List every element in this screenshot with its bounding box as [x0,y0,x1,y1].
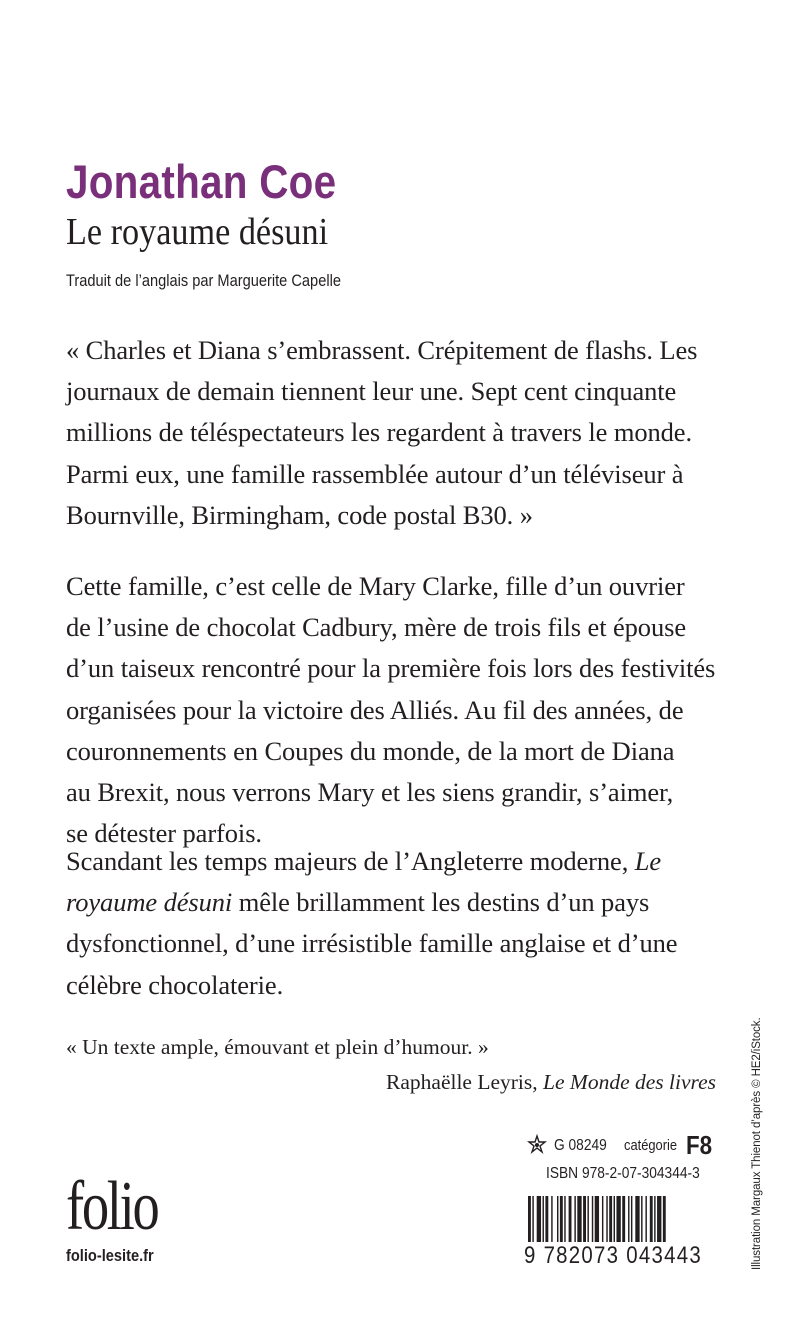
synopsis-line: au Brexit, nous verrons Mary et les siens grandir, s’aimer, [66,777,674,808]
barcode-bar [641,1196,642,1242]
illustration-credit: Illustration Margaux Thienot d’après © HE2/iStock. [751,1017,763,1270]
summary-line: célèbre chocolaterie. [66,969,284,1000]
barcode-bar [609,1196,612,1242]
barcode-bar [622,1196,625,1242]
publisher-url[interactable]: folio-lesite.fr [66,1246,154,1265]
barcode-bar [663,1196,666,1242]
summary-text: Scandant les temps majeurs de l’Angleterre moderne, [66,846,629,876]
barcode-bar [657,1196,661,1242]
barcode-bar [650,1196,653,1242]
quote-line: Bournville, Birmingham, code postal B30. » [66,499,533,530]
barcode-bar [592,1196,593,1242]
barcode-bar [616,1196,620,1242]
synopsis-line: d’un taiseux rencontré pour la première fois lors des festivités [66,653,716,684]
synopsis-line: organisées pour la victoire des Alliés. Au fil des années, de [66,694,684,725]
barcode-bar [583,1196,586,1242]
opening-quote [66,330,730,536]
barcode-bar [537,1196,541,1242]
press-quote: « Un texte ample, émouvant et plein d’humour. » [66,1035,489,1059]
synopsis-line: de l’usine de chocolat Cadbury, mère de trois fils et épouse [66,612,686,643]
publisher-logo: folio [66,1168,158,1245]
barcode-bar [569,1196,572,1242]
barcode-bar [543,1196,544,1242]
press-source [386,1072,716,1094]
barcode-bar [587,1196,588,1242]
synopsis-paragraph [66,566,730,854]
barcode-bar [614,1196,615,1242]
barcode-digits: 9 782073 043443 [524,1242,702,1269]
title-italic: royaume désuni [66,887,233,918]
quote-line: Parmi eux, une famille rassemblée autour d’un téléviseur à [66,458,684,489]
category-label: catégorie [624,1137,678,1154]
barcode-bar [557,1196,558,1242]
quote-line: millions de téléspectateurs les regardent à travers le monde. [66,417,692,448]
barcode-bar [560,1196,563,1242]
translator-credit: Traduit de l’anglais par Marguerite Capelle [66,271,341,290]
publication-name: Le Monde des livres [543,1070,716,1094]
quote-line: journaux de demain tiennent leur une. Sept cent cinquante [66,376,677,407]
summary-line [66,841,730,882]
barcode-bar [602,1196,603,1242]
barcode-bar [645,1196,646,1242]
critic-name: Raphaëlle Leyris, [386,1070,538,1094]
synopsis-line: Cette famille, c’est celle de Mary Clarke, fille d’un ouvrier [66,571,685,601]
title-italic: Le [634,846,662,876]
barcode-bar [654,1196,655,1242]
barcode-bar [551,1196,552,1242]
barcode-bar [635,1196,639,1242]
summary-paragraph [66,841,730,1006]
summary-text: mêle brillamment les destins d’un pays [238,887,650,918]
book-title: Le royaume désuni [66,211,329,253]
barcode-bar [577,1196,581,1242]
barcode-bar [574,1196,575,1242]
quote-line: « Charles et Diana s’embrassent. Crépitement de flashs. Les [66,335,698,365]
barcode-bar [564,1196,565,1242]
category-code: F8 [686,1130,713,1160]
gallimard-star-icon [526,1134,548,1156]
stock-code: G 08249 [554,1137,607,1154]
barcode-bar [532,1196,533,1242]
synopsis-line: se détester parfois. [66,818,262,849]
synopsis-line: couronnements en Coupes du monde, de la mort de Diana [66,735,675,766]
barcode-bar [595,1196,599,1242]
barcode-bar [528,1196,531,1242]
barcode-bar [606,1196,607,1242]
author-name: Jonathan Coe [66,155,337,208]
price-category-row [526,1132,716,1160]
summary-line: dysfonctionnel, d’une irrésistible famille anglaise et d’une [66,928,678,959]
barcode-bar [545,1196,548,1242]
isbn: ISBN 978-2-07-304344-3 [546,1165,700,1182]
summary-line [66,882,730,923]
barcode-bar [628,1196,629,1242]
barcode-bar [631,1196,632,1242]
